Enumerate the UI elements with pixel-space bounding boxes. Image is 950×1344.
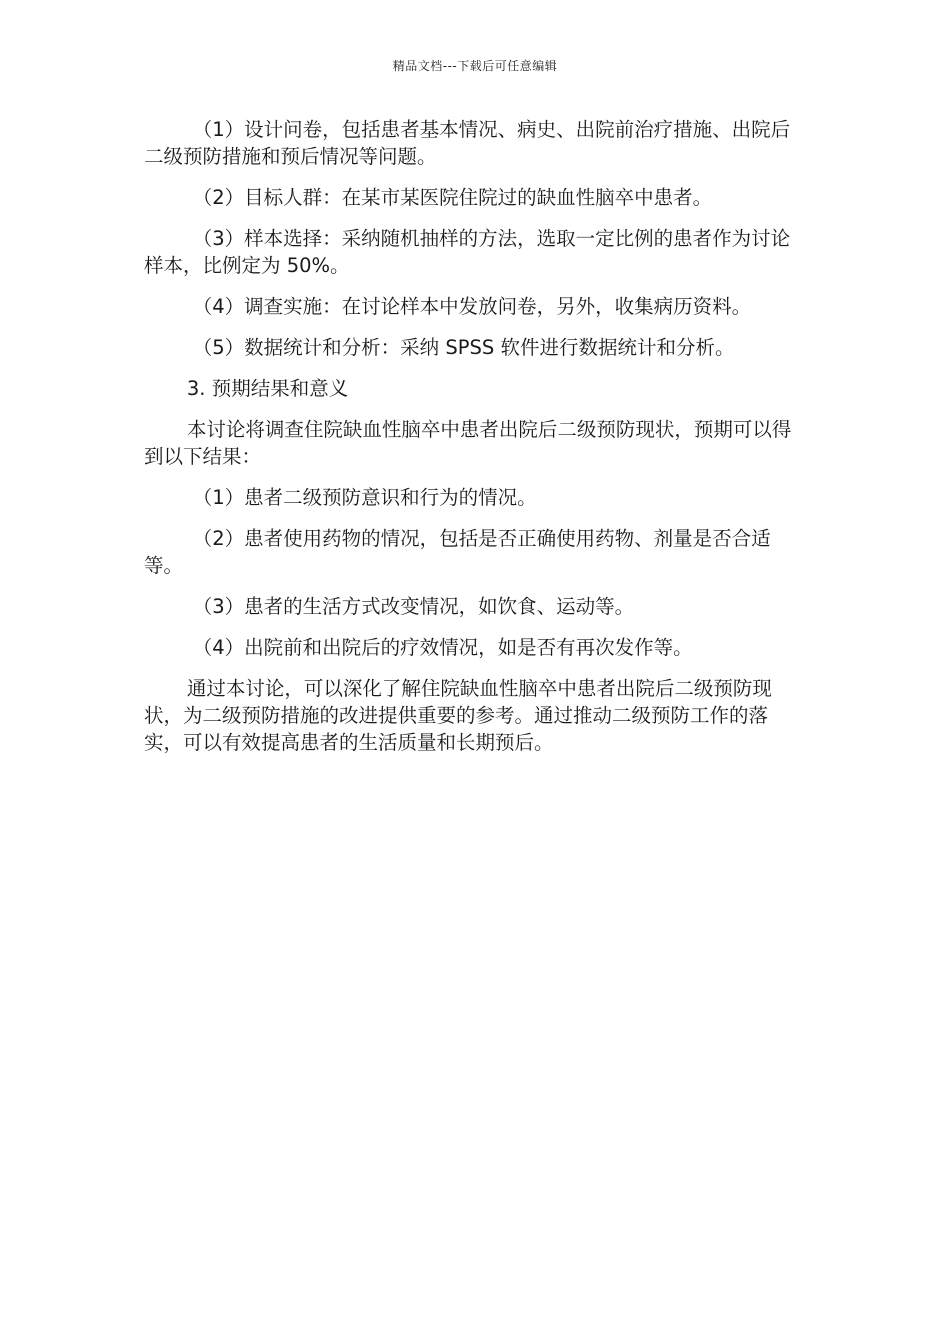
paragraph-conclusion: 通过本讨论，可以深化了解住院缺血性脑卒中患者出院后二级预防现状，为二级预防措施的改进提供重要的参考。通过推动二级预防工作的落实，可以有效提高患者的生活质量和长期预后。 — [144, 677, 772, 754]
paragraph-expected-intro: 本讨论将调查住院缺血性脑卒中患者出院后二级预防现状，预期可以得到以下结果： — [144, 418, 792, 468]
paragraph-data-analysis: （5）数据统计和分析：采纳 SPSS 软件进行数据统计和分析。 — [192, 336, 735, 359]
paragraph-result-medication: （2）患者使用药物的情况，包括是否正确使用药物、剂量是否合适等。 — [144, 527, 771, 577]
document-body — [144, 116, 806, 770]
paragraph-result-lifestyle: （3）患者的生活方式改变情况，如饮食、运动等。 — [192, 595, 635, 618]
paragraph-result-efficacy: （4）出院前和出院后的疗效情况，如是否有再次发作等。 — [192, 636, 693, 659]
paragraph-sample-selection: （3）样本选择：采纳随机抽样的方法，选取一定比例的患者作为讨论样本，比例定为 50%。 — [144, 227, 791, 277]
paragraph-target-population: （2）目标人群：在某市某医院住院过的缺血性脑卒中患者。 — [192, 186, 713, 209]
page-header: 精品文档---下载后可任意编辑 — [392, 59, 558, 73]
paragraph-survey-implementation: （4）调查实施：在讨论样本中发放问卷，另外，收集病历资料。 — [192, 295, 752, 318]
section-heading-expected-results: 3. 预期结果和意义 — [186, 377, 349, 400]
paragraph-design-questionnaire: （1）设计问卷，包括患者基本情况、病史、出院前治疗措施、出院后二级预防措施和预后情况等问题。 — [144, 118, 791, 168]
paragraph-result-awareness: （1）患者二级预防意识和行为的情况。 — [192, 486, 537, 509]
